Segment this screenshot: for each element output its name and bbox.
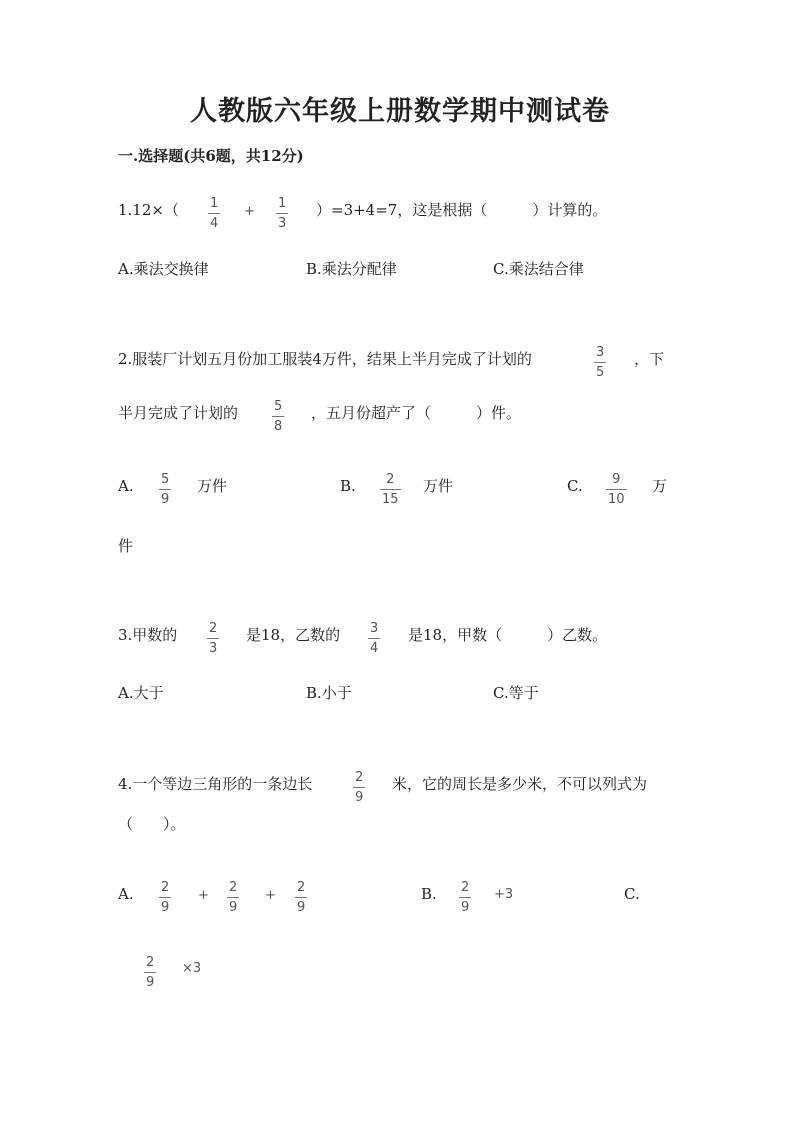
section-heading: 一.选择题(共6题，共12分) (118, 147, 304, 165)
q4-option-b-fraction (459, 881, 471, 914)
page-title: 人教版六年级上册数学期中测试卷 (190, 96, 610, 127)
numerator: 5 (274, 399, 283, 414)
numerator: 2 (461, 880, 470, 895)
q3-fraction-1 (207, 622, 219, 655)
numerator: 9 (612, 472, 621, 487)
plus-sign: + (244, 204, 255, 219)
q3-option-b: B.小于 (306, 684, 352, 702)
q3-option-c: C.等于 (493, 684, 539, 702)
q2-option-a-unit: 万件 (197, 477, 228, 495)
q4-line1-end: 米，它的周长是多少米，不可以列式为 (392, 775, 648, 793)
q3-option-a: A.大于 (118, 684, 164, 702)
q3-suffix: 是18，甲数（ ）乙数。 (408, 626, 608, 644)
q1-suffix: ）=3+4=7，这是根据（ ）计算的。 (316, 201, 608, 219)
numerator: 3 (370, 621, 379, 636)
q4-option-a-fraction-2 (227, 881, 239, 914)
q3-prefix: 3.甲数的 (118, 626, 178, 644)
denominator: 9 (146, 975, 155, 990)
denominator: 8 (274, 419, 283, 434)
q2-fraction-2 (272, 400, 284, 433)
denominator: 5 (596, 365, 605, 380)
denominator: 3 (278, 216, 287, 231)
q4-option-c-tail: ×3 (182, 961, 202, 976)
q4-option-b-label: B. (421, 885, 437, 903)
q1-prefix: 1.12×（ (118, 201, 179, 219)
numerator: 2 (355, 770, 364, 785)
q2-option-b-unit: 万件 (423, 477, 454, 495)
numerator: 2 (386, 472, 395, 487)
q2-option-c-fraction (606, 473, 627, 506)
q4-line1: 4.一个等边三角形的一条边长 (118, 775, 313, 793)
q4-option-a-fraction-1 (159, 881, 171, 914)
q1-fraction-2 (276, 197, 288, 230)
denominator: 9 (297, 900, 306, 915)
q2-option-b-fraction (380, 473, 401, 506)
q2-option-c-unit: 万 (652, 477, 668, 495)
q1-option-a: A.乘法交换律 (118, 260, 209, 278)
q2-line2: 半月完成了计划的 (118, 404, 239, 422)
q4-option-c-label: C. (624, 885, 640, 903)
q1-option-c: C.乘法结合律 (493, 260, 584, 278)
numerator: 1 (210, 196, 219, 211)
numerator: 2 (297, 880, 306, 895)
q3-middle: 是18，乙数的 (246, 626, 341, 644)
q4-option-a-fraction-3 (295, 881, 307, 914)
denominator: 9 (161, 900, 170, 915)
numerator: 5 (161, 472, 170, 487)
numerator: 2 (161, 880, 170, 895)
q2-option-a-label: A. (118, 477, 134, 495)
numerator: 1 (278, 196, 287, 211)
denominator: 9 (229, 900, 238, 915)
q2-option-b-label: B. (340, 477, 356, 495)
numerator: 3 (596, 345, 605, 360)
q4-line2: （ ）。 (118, 815, 186, 833)
q1-option-b: B.乘法分配律 (306, 260, 397, 278)
plus-sign: + (265, 888, 276, 903)
q4-fraction-1 (353, 771, 365, 804)
denominator: 9 (355, 790, 364, 805)
denominator: 4 (370, 641, 379, 656)
numerator: 2 (229, 880, 238, 895)
q2-option-a-fraction (159, 473, 171, 506)
q3-fraction-2 (368, 622, 380, 655)
q4-option-b-tail: +3 (494, 887, 514, 902)
q2-fraction-1 (594, 346, 606, 379)
q4-option-a-label: A. (118, 885, 134, 903)
denominator: 9 (161, 492, 170, 507)
denominator: 15 (382, 492, 399, 507)
denominator: 4 (210, 216, 219, 231)
q2-line1-end: ，下 (634, 350, 665, 368)
numerator: 2 (146, 955, 155, 970)
q4-option-c-fraction (144, 956, 156, 989)
denominator: 9 (461, 900, 470, 915)
q2-line1: 2.服装厂计划五月份加工服装4万件，结果上半月完成了计划的 (118, 350, 532, 368)
denominator: 10 (608, 492, 625, 507)
q2-line2-end: ，五月份超产了（ ）件。 (311, 404, 522, 422)
numerator: 2 (209, 621, 218, 636)
q2-option-c-unit-wrap: 件 (118, 537, 134, 555)
q2-option-c-label: C. (567, 477, 583, 495)
plus-sign: + (198, 888, 209, 903)
denominator: 3 (209, 641, 218, 656)
q1-fraction-1 (208, 197, 220, 230)
